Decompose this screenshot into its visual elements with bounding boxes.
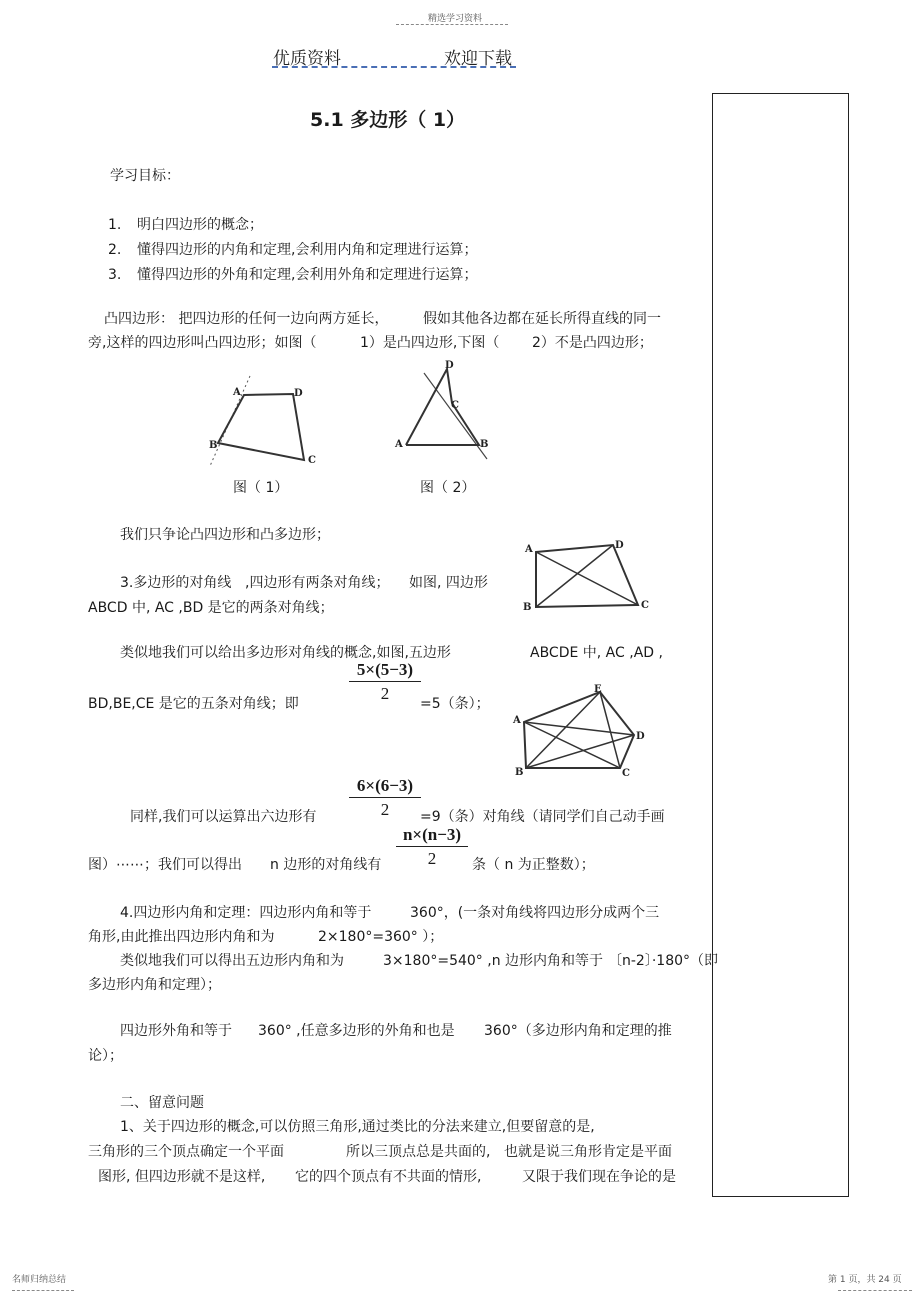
body-paragraph: 四边形外角和等于	[120, 1023, 232, 1039]
quadrilateral-outline	[218, 394, 304, 460]
figure-3-quadrilateral-diagonals	[518, 535, 658, 615]
footer-divider	[838, 1290, 912, 1291]
section-heading: 二、留意问题	[120, 1095, 204, 1111]
diagonal	[524, 722, 620, 768]
convex-def-line2c: 2）不是凸四边形；	[532, 335, 653, 351]
objective-number: 3.	[108, 267, 122, 283]
convex-def-line2b: 1）是凸四边形,下图（	[360, 335, 500, 351]
vertex-label: C	[308, 455, 316, 466]
fraction-pentagon-diagonals	[349, 660, 421, 704]
fraction-numerator: 6×(6−3)	[356, 776, 414, 795]
body-paragraph: 论）；	[88, 1048, 123, 1064]
body-paragraph: 2×180°=360° ）；	[318, 929, 444, 945]
fraction-numerator: n×(n−3)	[402, 825, 462, 844]
body-paragraph: 3×180°=540° ,n 边形内角和等于	[383, 953, 604, 969]
vertex-label: A	[395, 439, 403, 450]
body-paragraph: =9（条）对角线（请同学们自己动手画	[420, 809, 665, 825]
body-paragraph: 也就是说三角形肯定是平面	[504, 1144, 672, 1160]
fraction-denominator: 2	[427, 849, 437, 868]
body-paragraph: 它的四个顶点有不共面的情形,	[295, 1169, 482, 1185]
body-paragraph: 同样,我们可以运算出六边形有	[130, 809, 317, 825]
vertex-label: D	[294, 388, 303, 399]
body-paragraph: 如图, 四边形	[409, 575, 488, 591]
body-paragraph: 条（ n 为正整数）；	[472, 857, 595, 873]
header-right: 欢迎下载	[444, 49, 512, 69]
notes-box	[712, 93, 849, 1197]
figure-4-pentagon-diagonals	[508, 680, 648, 780]
fraction-denominator: 2	[380, 684, 390, 703]
diagonal-bd	[536, 545, 613, 607]
top-header: 精选学习资料	[428, 14, 483, 24]
objective-number: 1.	[108, 217, 122, 233]
fraction-bar	[396, 846, 468, 847]
body-paragraph: 3.多边形的对角线	[120, 575, 232, 591]
figure-2-nonconvex-quadrilateral	[390, 355, 500, 465]
body-paragraph: ABCDE 中, AC ,AD ,	[530, 645, 663, 661]
fraction-hexagon-diagonals	[349, 776, 421, 820]
objective-number: 2.	[108, 242, 122, 258]
vertex-label: C	[641, 600, 649, 611]
convex-def-line1a: 凸四边形： 把四边形的任何一边向两方延长，	[104, 311, 389, 327]
vertex-label: B	[480, 439, 489, 450]
objective-text: 明白四边形的概念；	[137, 217, 263, 233]
vertex-label: C	[451, 400, 459, 411]
body-paragraph: ,四边形有两条对角线；	[245, 575, 390, 591]
convex-def-line1b: 假如其他各边都在延长所得直线的同一	[423, 311, 661, 327]
body-paragraph: 图形, 但四边形就不是这样,	[98, 1169, 266, 1185]
body-paragraph: =5（条）；	[420, 696, 490, 712]
objective-text: 懂得四边形的内角和定理,会利用内角和定理进行运算；	[137, 242, 478, 258]
body-paragraph: 多边形内角和定理）；	[88, 977, 221, 993]
objective-text: 懂得四边形的外角和定理,会利用外角和定理进行运算；	[137, 267, 478, 283]
figure-1-caption: 图（ 1）	[233, 480, 289, 496]
diagonal-ac	[536, 552, 638, 605]
body-paragraph: 角形,由此推出四边形内角和为	[88, 929, 275, 945]
fraction-bar	[349, 797, 421, 798]
body-paragraph: 1、关于四边形的概念,可以仿照三角形,通过类比的分法来建立,但要留意的是,	[120, 1119, 595, 1135]
fraction-denominator: 2	[380, 800, 390, 819]
vertex-label: D	[445, 360, 454, 371]
body-paragraph: BD,BE,CE 是它的五条对角线；即	[88, 696, 299, 712]
body-paragraph: n 边形的对角线有	[270, 857, 382, 873]
fraction-numerator: 5×(5−3)	[356, 660, 414, 679]
vertex-label: D	[615, 540, 624, 551]
header-left: 优质资料	[273, 49, 341, 69]
vertex-label: B	[523, 602, 532, 613]
body-paragraph: 图）⋯⋯；我们可以得出	[88, 857, 242, 873]
vertex-label: A	[513, 715, 521, 726]
extension-line	[424, 373, 487, 459]
fraction-n-gon-diagonals	[396, 825, 468, 869]
body-paragraph: 〔n-2〕·180°（即	[608, 953, 719, 969]
body-paragraph: 类似地我们可以给出多边形对角线的概念,如图,五边形	[120, 645, 451, 661]
footer-left: 名师归纳总结	[12, 1275, 67, 1285]
vertex-label: A	[233, 387, 241, 398]
vertex-label: B	[515, 767, 524, 778]
page-title: 5.1 多边形（ 1）	[310, 109, 466, 131]
body-paragraph: 360° ,任意多边形的外角和也是	[258, 1023, 455, 1039]
top-header-divider	[396, 24, 508, 25]
footer-divider	[12, 1290, 74, 1291]
body-paragraph: 又限于我们现在争论的是	[522, 1169, 676, 1185]
fraction-bar	[349, 681, 421, 682]
body-paragraph: 所以三顶点总是共面的,	[346, 1144, 491, 1160]
vertex-label: A	[525, 544, 533, 555]
diagonal	[524, 722, 634, 735]
body-paragraph: 我们只争论凸四边形和凸多边形；	[120, 527, 330, 543]
body-paragraph: 三角形的三个顶点确定一个平面	[88, 1144, 284, 1160]
body-paragraph: 类似地我们可以得出五边形内角和为	[120, 953, 344, 969]
body-paragraph: 4.四边形内角和定理：四边形内角和等于	[120, 905, 372, 921]
vertex-label: D	[636, 731, 645, 742]
convex-def-line2a: 旁,这样的四边形叫凸四边形；如图（	[88, 335, 317, 351]
vertex-label: B	[209, 440, 218, 451]
vertex-label: E	[594, 684, 602, 695]
vertex-label: C	[622, 768, 630, 779]
footer-page-number: 第 1 页，共 24 页	[828, 1275, 902, 1285]
figure-2-caption: 图（ 2）	[420, 480, 476, 496]
body-paragraph: 360°，(一条对角线将四边形分成两个三	[410, 905, 660, 921]
header-underline	[272, 66, 516, 68]
body-paragraph: 360°（多边形内角和定理的推	[484, 1023, 672, 1039]
body-paragraph: ABCD 中, AC ,BD 是它的两条对角线；	[88, 600, 334, 616]
figure-1-convex-quadrilateral	[200, 368, 330, 473]
objectives-heading: 学习目标：	[110, 168, 180, 184]
